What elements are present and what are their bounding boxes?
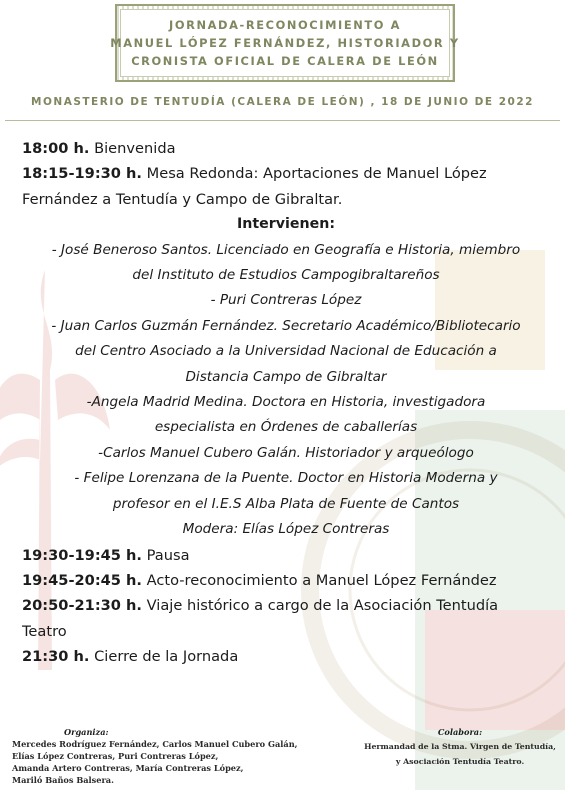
collaborators-block <box>360 726 560 769</box>
speaker-line: - Juan Carlos Guzmán Fernández. Secretario Académico/Bibliotecario <box>51 317 521 334</box>
organizers-line: Mariló Baños Balsera. <box>12 775 114 785</box>
collaborators-line: Hermandad de la Stma. Virgen de Tentudía, <box>364 742 556 751</box>
speaker-line: -Angela Madrid Medina. Doctora en Historia, investigadora <box>86 394 486 411</box>
item-text: Pausa <box>141 546 190 564</box>
speaker-line: -Carlos Manuel Cubero Galán. Historiador y arqueólogo <box>98 444 474 461</box>
collaborators-line: y Asociación Tentudía Teatro. <box>395 757 525 766</box>
program <box>22 136 550 670</box>
item-text: Viaje histórico a cargo de la Asociación Tentudía <box>141 597 499 615</box>
item-time: 19:45-20:45 h. <box>22 571 142 589</box>
item-time: 21:30 h. <box>22 648 90 666</box>
organizers-line: Mercedes Rodríguez Fernández, Carlos Manuel Cubero Galán, <box>12 739 298 749</box>
program-item-theatre <box>22 593 550 618</box>
divider <box>5 120 560 121</box>
title-line-3: CRONISTA OFICIAL DE CALERA DE LEÓN <box>131 54 439 68</box>
program-item-roundtable <box>22 161 550 186</box>
speaker-line: del Centro Asociado a la Universidad Nacional de Educación a <box>75 343 497 360</box>
item-text: Cierre de la Jornada <box>89 648 239 666</box>
speakers-heading: Intervienen: <box>236 216 335 233</box>
speaker-line: - Felipe Lorenzana de la Puente. Doctor en Historia Moderna y <box>74 470 498 487</box>
title-line-1: JORNADA-RECONOCIMIENTO A <box>169 18 401 32</box>
organizers-title: Organiza: <box>64 727 109 737</box>
speaker-line: del Instituto de Estudios Campogibraltareños <box>132 267 440 284</box>
organizers-line: Amanda Artero Contreras, María Contreras López, <box>12 763 244 773</box>
program-item-break <box>22 543 550 568</box>
moderator-line: Modera: Elías López Contreras <box>182 521 390 538</box>
program-item-closing <box>22 644 550 669</box>
organizers-block <box>12 726 332 786</box>
title-frame <box>110 4 460 82</box>
speaker-line: profesor en el I.E.S Alba Plata de Fuente de Cantos <box>112 495 460 512</box>
speaker-line: - Puri Contreras López <box>210 292 362 309</box>
item-text: Acto-reconocimiento a Manuel López Fernández <box>141 571 497 589</box>
organizers-line: Elías López Contreras, Puri Contreras López, <box>12 751 219 761</box>
item-time: 20:50-21:30 h. <box>22 597 142 615</box>
program-item-roundtable-cont: Fernández a Tentudía y Campo de Gibraltar. <box>22 190 343 208</box>
item-text: Mesa Redonda: Aportaciones de Manuel López <box>141 165 487 183</box>
item-text: Bienvenida <box>89 140 176 157</box>
speaker-line: Distancia Campo de Gibraltar <box>185 368 387 385</box>
speaker-line: - José Beneroso Santos. Licenciado en Geografía e Historia, miembro <box>51 241 521 258</box>
event-location-date: MONASTERIO DE TENTUDÍA (CALERA DE LEÓN) , 18 DE JUNIO DE 2022 <box>31 96 534 108</box>
item-time: 18:00 h. <box>22 140 90 157</box>
program-item-welcome <box>22 136 550 161</box>
item-time: 19:30-19:45 h. <box>22 546 142 564</box>
collaborators-title: Colabora: <box>437 727 483 737</box>
item-time: 18:15-19:30 h. <box>22 165 142 183</box>
title-line-2: MANUEL LÓPEZ FERNÁNDEZ, HISTORIADOR Y <box>110 36 460 50</box>
program-item-tribute <box>22 568 550 593</box>
speaker-line: especialista en Órdenes de caballerías <box>154 419 418 436</box>
program-item-theatre-cont: Teatro <box>22 622 67 640</box>
